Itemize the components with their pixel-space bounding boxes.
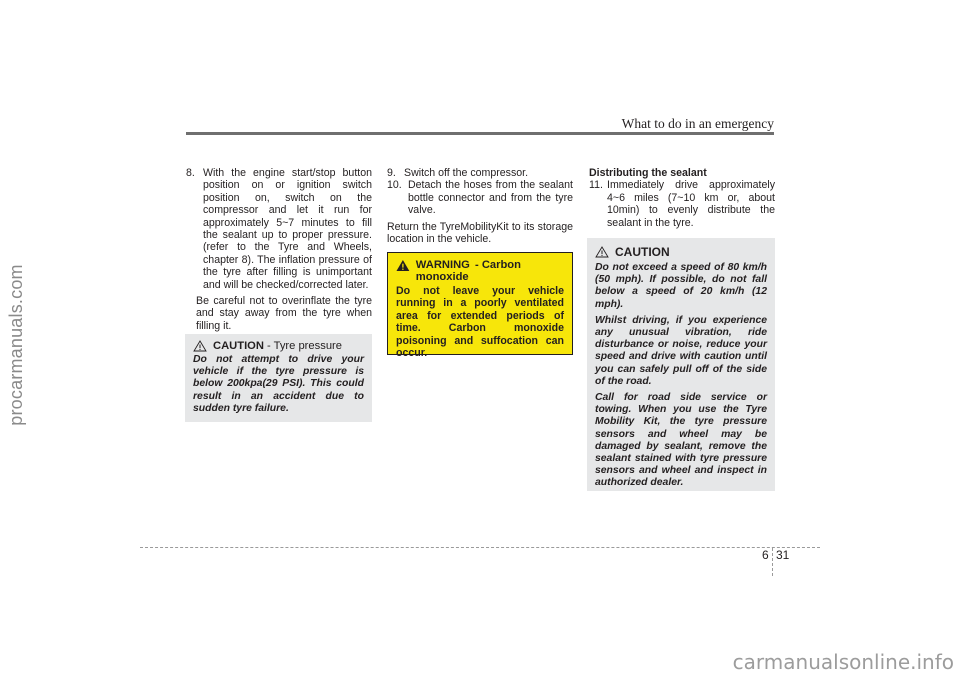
step-11-text: Immediately drive approximately 4~6 miles (7~10 km or, about 10min) to evenly distribute the sealant in the tyre. [607,179,775,229]
caution-body: Do not attempt to drive your vehicle if the tyre pressure is below 200kpa(29 PSI). This could result in an accident due to sudden tyre failure. [193,354,364,414]
page-number [762,548,790,562]
caution-body [595,262,767,490]
warning-triangle-icon [396,259,410,272]
step-8 [186,167,372,291]
page-index: 31 [776,548,790,562]
caution-para-speed: Do not exceed a speed of 80 km/h (50 mph). If possible, do not fall below a speed of 20 km/h (12 mph). [595,262,767,310]
header-rule [186,132,774,135]
footer-rule [140,547,820,548]
chapter-number: 6 [762,548,769,562]
warning-title [396,259,564,283]
warning-triangle-icon [193,340,207,352]
caution-driving [587,238,775,491]
step-10 [387,179,573,216]
warning-subtitle: - Carbon monoxide [415,259,521,283]
step-8-number: 8. [186,167,195,179]
step-8-text: With the engine start/stop button position on or ignition switch position on, switch on the compressor and let it run for approximately 5~7 minutes to fill the sealant up to proper pressure. (refer to the Tyre and Wheels, chapter 8). The inflation pressure of the tyre after filling is unimportant and will be checked/corrected later. [203,167,372,291]
warning-body: Do not leave your vehicle running in a poorly ventilated area for extended periods of time. Carbon monoxide poisoning and suffocation can occur. [396,285,564,360]
step-10-text: Detach the hoses from the sealant bottle connector and from the tyre valve. [408,179,573,217]
warning-carbon-monoxide [387,252,573,360]
caution-para-vibration: Whilst driving, if you experience any unusual vibration, ride disturbance or noise, reduce your speed and drive with caution until you can safely pull off of the side of the road. [595,314,767,387]
caution-title [595,245,767,259]
side-watermark: procarmanuals.com [6,264,26,426]
caution-label: CAUTION [213,340,264,352]
step-11 [589,179,775,229]
column-2 [387,167,573,245]
caution-para-service: Call for road side service or towing. When you use the Tyre Mobility Kit, the tyre pressure sensors and wheel may be damaged by sealant, remove the sealant stained with tyre pressure sensors and wheel and inspect in authorized dealer. [595,392,767,489]
caution-tyre-pressure [185,334,372,422]
step-11-number: 11. [589,179,603,192]
step-9 [387,167,573,179]
section-title: What to do in an emergency [621,116,774,131]
step-9-text: Switch off the compressor. [404,167,529,179]
column-3 [589,167,775,229]
distributing-heading: Distributing the sealant [589,167,707,179]
column-1 [186,167,372,332]
step-9-number: 9. [387,167,396,179]
warning-triangle-icon [595,246,609,258]
return-kit-text: Return the TyreMobilityKit to its storage location in the vehicle. [387,220,573,246]
overinflate-note: Be careful not to overinflate the tyre and stay away from the tyre when filling it. [196,295,372,332]
warning-label: WARNING [415,259,470,271]
caution-label: CAUTION [615,245,670,259]
footer-watermark: carmanualsonline.info [732,650,954,674]
caution-subtitle: - Tyre pressure [266,340,342,352]
step-10-number: 10. [387,179,402,192]
caution-title [193,340,364,352]
page-separator [772,548,773,576]
